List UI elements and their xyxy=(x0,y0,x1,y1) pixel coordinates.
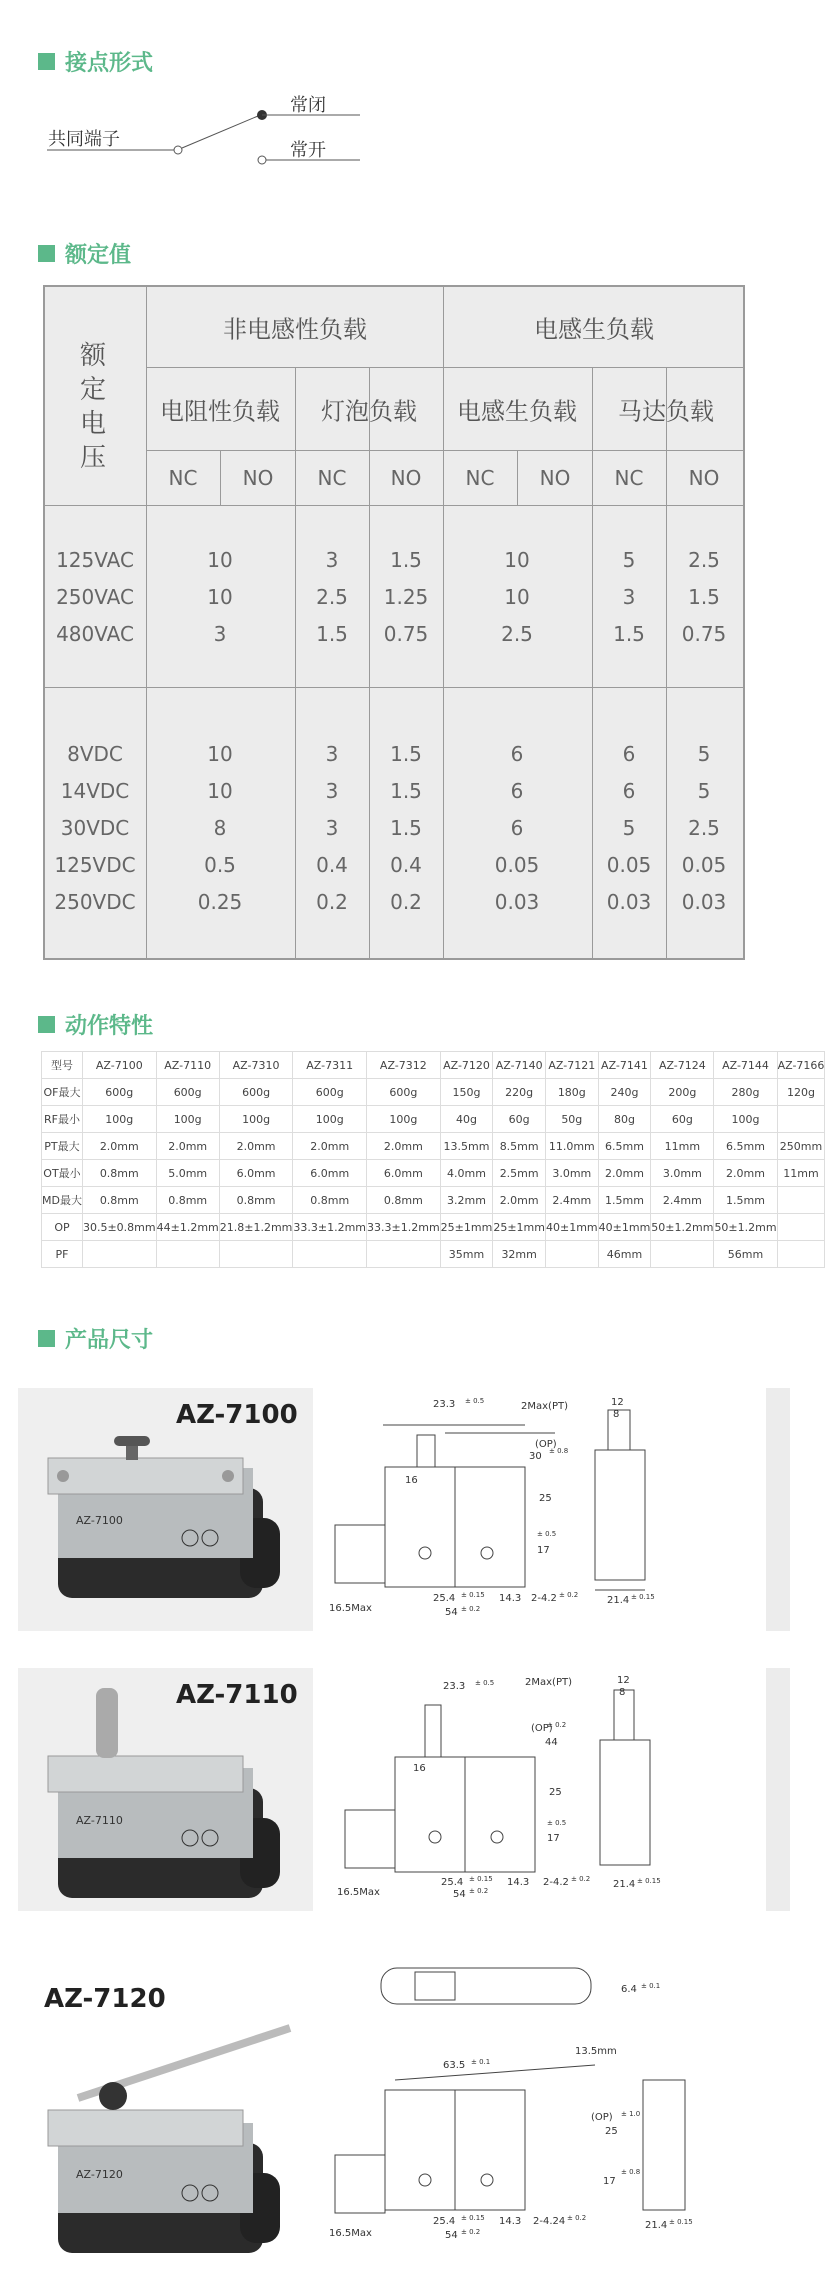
table-cell: AZ-7311 xyxy=(293,1052,367,1079)
table-cell: 2.0mm xyxy=(493,1187,546,1214)
inductive-header: 电感生负载 xyxy=(534,315,654,344)
table-cell: 2.4mm xyxy=(545,1187,598,1214)
dimension-drawing-7120: 6.4 ± 0.1 63.5 ± 0.1 13.5mm (OP) 25 ± 1.0 17 ± 0.8 25.4 ± 0.15 14.3 2-4.24 ± 0.2 16.5Max 54 ± 0.2 21.4 ± 0.15 xyxy=(325,1960,765,2270)
table-cell: 6.0mm xyxy=(219,1160,293,1187)
table-cell: AZ-7110 xyxy=(156,1052,219,1079)
table-cell: 100g xyxy=(82,1106,156,1133)
table-cell: AZ-7120 xyxy=(440,1052,493,1079)
table-cell: 220g xyxy=(493,1079,546,1106)
table-row xyxy=(42,1187,825,1214)
section-title-ratings: 额定值 xyxy=(38,240,131,266)
table-cell: 100g xyxy=(156,1106,219,1133)
table-cell: 6.0mm xyxy=(367,1160,441,1187)
motor-header: 马达负载 xyxy=(618,397,714,426)
table-cell xyxy=(219,1241,293,1268)
table-cell xyxy=(777,1241,825,1268)
table-cell: 120g xyxy=(777,1079,825,1106)
table-cell: 1.5mm xyxy=(598,1187,651,1214)
table-row xyxy=(42,1214,825,1241)
table-cell: OP xyxy=(42,1214,83,1241)
model-label: AZ-7100 xyxy=(176,1400,298,1430)
product-photo-7120 xyxy=(18,1968,313,2268)
table-cell: AZ-7141 xyxy=(598,1052,651,1079)
no-header: NO xyxy=(242,466,274,490)
resistive-header: 电阻性负载 xyxy=(160,397,280,426)
table-cell: 2.0mm xyxy=(293,1133,367,1160)
table-cell: AZ-7140 xyxy=(493,1052,546,1079)
table-cell: 35mm xyxy=(440,1241,493,1268)
nc-header: NC xyxy=(168,466,198,490)
table-cell: 600g xyxy=(219,1079,293,1106)
table-cell: 600g xyxy=(293,1079,367,1106)
table-cell: 60g xyxy=(651,1106,714,1133)
no-header: NO xyxy=(539,466,571,490)
table-cell: AZ-7166 xyxy=(777,1052,825,1079)
table-cell: 200g xyxy=(651,1079,714,1106)
no-header: NO xyxy=(688,466,720,490)
table-cell: 2.0mm xyxy=(219,1133,293,1160)
no-label: 常开 xyxy=(290,140,326,161)
table-cell: 40g xyxy=(440,1106,493,1133)
switch-image xyxy=(18,1968,313,2268)
table-cell xyxy=(156,1241,219,1268)
table-cell: 100g xyxy=(367,1106,441,1133)
table-cell: 280g xyxy=(714,1079,777,1106)
table-cell: 240g xyxy=(598,1079,651,1106)
nc-header: NC xyxy=(614,466,644,490)
table-cell: 600g xyxy=(156,1079,219,1106)
table-cell: 3.2mm xyxy=(440,1187,493,1214)
table-cell: 2.4mm xyxy=(651,1187,714,1214)
section-title-contact: 接点形式 xyxy=(38,48,153,74)
table-cell: 2.5mm xyxy=(493,1160,546,1187)
table-cell: 6.5mm xyxy=(714,1133,777,1160)
nc-header: NC xyxy=(317,466,347,490)
table-cell: 30.5±0.8mm xyxy=(82,1214,156,1241)
section-title-characteristics: 动作特性 xyxy=(38,1011,153,1037)
table-row xyxy=(42,1160,825,1187)
table-cell: AZ-7310 xyxy=(219,1052,293,1079)
table-cell: 0.8mm xyxy=(367,1187,441,1214)
table-cell: AZ-7144 xyxy=(714,1052,777,1079)
table-cell: PF xyxy=(42,1241,83,1268)
nc-header: NC xyxy=(465,466,495,490)
common-terminal-label: 共同端子 xyxy=(48,129,120,150)
ratings-table: 额 定 电 压 非电感性负载 电感生负载 电阻性负载 灯泡负载 电感生负载 马达负载 NC NO NC NO NC NO NC NO 125VAC 10 3 1.5 10 5 2.5 250VAC 10 2.5 1.25 10 3 1.5 480VAC 3 1.5 0.75 2.5 1.5 0.75 8VDC 10 3 1.5 6 6 5 14VDC 10 3 1.5 6 6 5 30VDC 8 3 1.5 6 5 2.5 125VDC 0.5 0.4 0.4 0.05 0.05 0.05 250VDC 0.25 0.2 0.2 0.03 0.03 0.03 xyxy=(43,285,745,960)
contact-diagram xyxy=(0,80,420,190)
contact-schematic xyxy=(0,80,420,190)
table-header-row xyxy=(42,1052,825,1079)
product-photo-7110 xyxy=(18,1668,313,1911)
table-cell: 3.0mm xyxy=(651,1160,714,1187)
table-cell: 56mm xyxy=(714,1241,777,1268)
rated-voltage-header: 额 定 电 压 xyxy=(79,341,106,473)
table-cell xyxy=(82,1241,156,1268)
table-cell: OT最小 xyxy=(42,1160,83,1187)
table-cell xyxy=(777,1106,825,1133)
lamp-header: 灯泡负载 xyxy=(321,397,417,426)
table-row xyxy=(42,1079,825,1106)
table-cell: 6.0mm xyxy=(293,1160,367,1187)
table-cell: 2.0mm xyxy=(156,1133,219,1160)
table-cell: 4.0mm xyxy=(440,1160,493,1187)
table-cell: 25±1mm xyxy=(440,1214,493,1241)
table-cell: 600g xyxy=(82,1079,156,1106)
table-cell: 3.0mm xyxy=(545,1160,598,1187)
table-cell: PT最大 xyxy=(42,1133,83,1160)
table-cell: 0.8mm xyxy=(219,1187,293,1214)
table-cell: AZ-7124 xyxy=(651,1052,714,1079)
section-marker-icon xyxy=(38,1330,55,1347)
table-cell: 100g xyxy=(293,1106,367,1133)
section-marker-icon xyxy=(38,1016,55,1033)
table-cell xyxy=(293,1241,367,1268)
table-cell: 50g xyxy=(545,1106,598,1133)
table-cell: 40±1mm xyxy=(598,1214,651,1241)
table-cell xyxy=(651,1241,714,1268)
switch-image xyxy=(18,1388,313,1631)
table-cell: 60g xyxy=(493,1106,546,1133)
table-cell: 250mm xyxy=(777,1133,825,1160)
non-inductive-header: 非电感性负载 xyxy=(223,315,367,344)
table-cell xyxy=(367,1241,441,1268)
switch-image xyxy=(18,1668,313,1911)
nc-label: 常闭 xyxy=(290,95,326,116)
table-cell: 0.8mm xyxy=(82,1160,156,1187)
table-cell: 11mm xyxy=(777,1160,825,1187)
table-cell: 2.0mm xyxy=(598,1160,651,1187)
table-cell: AZ-7312 xyxy=(367,1052,441,1079)
table-cell: RF最小 xyxy=(42,1106,83,1133)
table-row xyxy=(42,1241,825,1268)
table-cell: 0.8mm xyxy=(156,1187,219,1214)
table-cell xyxy=(777,1214,825,1241)
svg-text:AZ-7110: AZ-7110 xyxy=(76,1814,123,1827)
table-cell: 1.5mm xyxy=(714,1187,777,1214)
table-cell: 33.3±1.2mm xyxy=(367,1214,441,1241)
table-cell xyxy=(777,1187,825,1214)
table-cell: 50±1.2mm xyxy=(651,1214,714,1241)
table-cell: 0.8mm xyxy=(82,1187,156,1214)
table-cell: 180g xyxy=(545,1079,598,1106)
table-cell: 32mm xyxy=(493,1241,546,1268)
product-photo-7100 xyxy=(18,1388,313,1631)
table-cell: 2.0mm xyxy=(367,1133,441,1160)
table-cell: AZ-7100 xyxy=(82,1052,156,1079)
table-cell: 46mm xyxy=(598,1241,651,1268)
table-cell: MD最大 xyxy=(42,1187,83,1214)
table-cell: 8.5mm xyxy=(493,1133,546,1160)
inductive-sub-header: 电感生负载 xyxy=(457,397,577,426)
svg-text:AZ-7120: AZ-7120 xyxy=(76,2168,123,2181)
table-cell: 25±1mm xyxy=(493,1214,546,1241)
section-marker-icon xyxy=(38,53,55,70)
table-cell: 2.0mm xyxy=(82,1133,156,1160)
table-cell: 11mm xyxy=(651,1133,714,1160)
table-cell: 100g xyxy=(219,1106,293,1133)
section-marker-icon xyxy=(38,245,55,262)
table-cell: 33.3±1.2mm xyxy=(293,1214,367,1241)
svg-text:AZ-7100: AZ-7100 xyxy=(76,1514,123,1527)
table-cell: 100g xyxy=(714,1106,777,1133)
table-cell: 型号 xyxy=(42,1052,83,1079)
dimension-drawing-7100: 23.3 ± 0.5 2Max(PT) (OP) 30 ± 0.8 16 25 17 ± 0.5 25.4 ± 0.15 14.3 2-4.2 ± 0.2 16.5Max 54 ± 0.2 12 8 21.4 ± 0.15 xyxy=(329,1397,655,1618)
table-cell: 13.5mm xyxy=(440,1133,493,1160)
table-cell xyxy=(545,1241,598,1268)
characteristics-table xyxy=(41,1051,825,1268)
table-cell: 40±1mm xyxy=(545,1214,598,1241)
table-cell: 2.0mm xyxy=(714,1160,777,1187)
dimension-drawing-7110: 23.3 ± 0.5 2Max(PT) (OP) 44 ± 0.2 16 25 17 ± 0.5 25.4 ± 0.15 14.3 2-4.2 ± 0.2 16.5Max 54 ± 0.2 12 8 21.4 ± 0.15 xyxy=(337,1675,661,1900)
table-cell: AZ-7121 xyxy=(545,1052,598,1079)
no-header: NO xyxy=(390,466,422,490)
table-cell: 6.5mm xyxy=(598,1133,651,1160)
table-row xyxy=(42,1133,825,1160)
table-row xyxy=(42,1106,825,1133)
table-cell: 80g xyxy=(598,1106,651,1133)
section-title-dimensions: 产品尺寸 xyxy=(38,1325,153,1351)
table-cell: 5.0mm xyxy=(156,1160,219,1187)
model-label: AZ-7110 xyxy=(176,1680,298,1710)
table-cell: 44±1.2mm xyxy=(156,1214,219,1241)
table-cell: 150g xyxy=(440,1079,493,1106)
table-cell: 11.0mm xyxy=(545,1133,598,1160)
model-label: AZ-7120 xyxy=(44,1984,166,2014)
table-cell: 21.8±1.2mm xyxy=(219,1214,293,1241)
table-cell: 50±1.2mm xyxy=(714,1214,777,1241)
table-cell: 600g xyxy=(367,1079,441,1106)
table-cell: 0.8mm xyxy=(293,1187,367,1214)
table-cell: OF最大 xyxy=(42,1079,83,1106)
